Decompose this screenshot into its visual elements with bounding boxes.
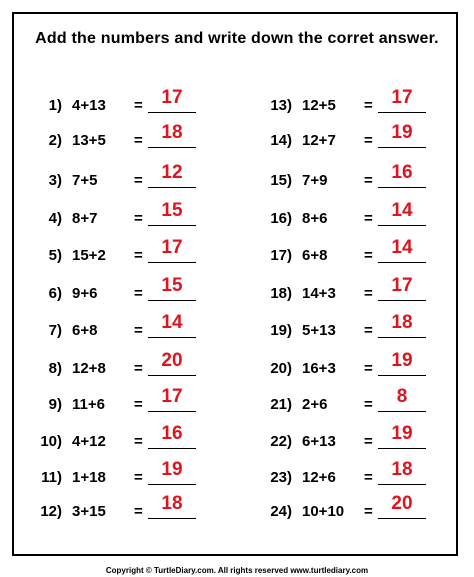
answer-value: 19 [391,122,413,143]
problem-row [262,275,432,305]
problem-row [262,350,432,380]
answer-line [148,187,196,188]
problem-row [262,122,432,152]
answer-line [148,225,196,226]
worksheet-title: Add the numbers and write down the corret answer. [35,30,439,47]
problem-number: 19) [270,322,292,339]
answer-value: 19 [161,459,183,480]
equals-sign: = [364,503,373,520]
answer-value: 15 [161,200,183,221]
answer-line [378,300,426,301]
problem-expression: 5+13 [302,322,336,339]
answer-line [148,262,196,263]
equals-sign: = [134,503,143,520]
answer-value: 19 [391,423,413,444]
equals-sign: = [134,469,143,486]
answer-value: 16 [161,423,183,444]
problem-number: 23) [270,469,292,486]
equals-sign: = [134,97,143,114]
problem-expression: 14+3 [302,285,336,302]
answer-line [378,337,426,338]
problem-number: 15) [270,172,292,189]
equals-sign: = [134,210,143,227]
problem-row [32,87,202,117]
problem-number: 7) [48,322,62,339]
copyright-footer: Copyright © TurtleDiary.com. All rights reserved www.turtlediary.com [105,566,369,575]
problem-expression: 8+7 [72,210,98,227]
problem-number: 6) [48,285,62,302]
problem-row [32,275,202,305]
answer-line [378,147,426,148]
problem-number: 22) [270,433,292,450]
problem-expression: 4+12 [72,433,106,450]
problem-expression: 6+8 [302,247,328,264]
answer-value: 20 [161,350,183,371]
answer-line [378,448,426,449]
answer-line [378,262,426,263]
problem-expression: 2+6 [302,396,328,413]
equals-sign: = [364,322,373,339]
problem-expression: 12+8 [72,360,106,377]
problem-row [262,493,432,523]
equals-sign: = [364,396,373,413]
answer-value: 16 [391,162,413,183]
problem-expression: 16+3 [302,360,336,377]
answer-line [378,112,426,113]
answer-value: 17 [161,87,183,108]
equals-sign: = [364,97,373,114]
equals-sign: = [364,172,373,189]
problem-row [262,312,432,342]
problem-row [32,350,202,380]
answer-value: 14 [391,200,413,221]
answer-value: 15 [161,275,183,296]
answer-line [148,337,196,338]
problem-expression: 4+13 [72,97,106,114]
answer-value: 17 [161,237,183,258]
answer-line [148,112,196,113]
problem-expression: 8+6 [302,210,328,227]
problem-number: 20) [270,360,292,377]
equals-sign: = [134,360,143,377]
answer-value: 17 [391,275,413,296]
problem-expression: 11+6 [72,396,105,413]
answer-line [148,411,196,412]
problem-expression: 10+10 [302,503,345,520]
problem-number: 13) [270,97,292,114]
answer-line [148,300,196,301]
problem-row [32,312,202,342]
problem-row [262,237,432,267]
equals-sign: = [364,132,373,149]
answer-line [378,518,426,519]
problem-expression: 12+5 [302,97,336,114]
equals-sign: = [364,247,373,264]
problem-number: 10) [40,433,62,450]
problem-expression: 7+9 [302,172,328,189]
equals-sign: = [134,172,143,189]
problem-row [32,237,202,267]
equals-sign: = [134,285,143,302]
problem-expression: 12+6 [302,469,336,486]
answer-value: 18 [161,122,183,143]
problem-expression: 15+2 [72,247,106,264]
answer-line [378,411,426,412]
equals-sign: = [134,247,143,264]
answer-line [378,187,426,188]
answer-value: 14 [161,312,183,333]
answer-line [148,448,196,449]
answer-value: 20 [391,493,413,514]
equals-sign: = [134,132,143,149]
problem-row [262,200,432,230]
problem-number: 17) [270,247,292,264]
problem-expression: 6+13 [302,433,336,450]
answer-line [378,225,426,226]
equals-sign: = [364,285,373,302]
problem-row [32,162,202,192]
answer-value: 18 [391,312,413,333]
equals-sign: = [364,469,373,486]
problem-row [32,459,202,489]
answer-line [148,484,196,485]
equals-sign: = [364,433,373,450]
problem-expression: 6+8 [72,322,98,339]
problem-expression: 12+7 [302,132,336,149]
problem-row [262,386,432,416]
answer-value: 17 [391,87,413,108]
problem-row [262,459,432,489]
problem-number: 5) [48,247,62,264]
problem-number: 1) [48,97,62,114]
equals-sign: = [134,322,143,339]
problem-row [32,493,202,523]
problem-expression: 1+18 [72,469,106,486]
problem-expression: 3+15 [72,503,106,520]
answer-line [148,375,196,376]
equals-sign: = [134,396,143,413]
answer-value: 17 [161,386,183,407]
problem-expression: 9+6 [72,285,98,302]
problem-number: 24) [270,503,292,520]
problem-number: 14) [270,132,292,149]
problem-row [262,87,432,117]
problem-row [32,122,202,152]
problem-row [32,200,202,230]
answer-line [148,147,196,148]
equals-sign: = [134,433,143,450]
problem-number: 11) [41,469,62,486]
problem-number: 21) [270,396,292,413]
answer-line [378,484,426,485]
problem-number: 16) [270,210,292,227]
equals-sign: = [364,360,373,377]
problem-row [262,423,432,453]
problem-expression: 13+5 [72,132,106,149]
answer-value: 18 [161,493,183,514]
answer-value: 8 [396,386,408,407]
answer-value: 14 [391,237,413,258]
problem-number: 2) [48,132,62,149]
answer-line [148,518,196,519]
problem-number: 9) [48,396,62,413]
problem-number: 12) [40,503,62,520]
problem-number: 3) [48,172,62,189]
problem-number: 4) [48,210,62,227]
problem-row [262,162,432,192]
problem-expression: 7+5 [72,172,98,189]
problem-number: 8) [48,360,62,377]
problem-number: 18) [270,285,292,302]
equals-sign: = [364,210,373,227]
problem-row [32,386,202,416]
answer-line [378,375,426,376]
answer-value: 12 [161,162,183,183]
answer-value: 19 [391,350,413,371]
problem-row [32,423,202,453]
answer-value: 18 [391,459,413,480]
